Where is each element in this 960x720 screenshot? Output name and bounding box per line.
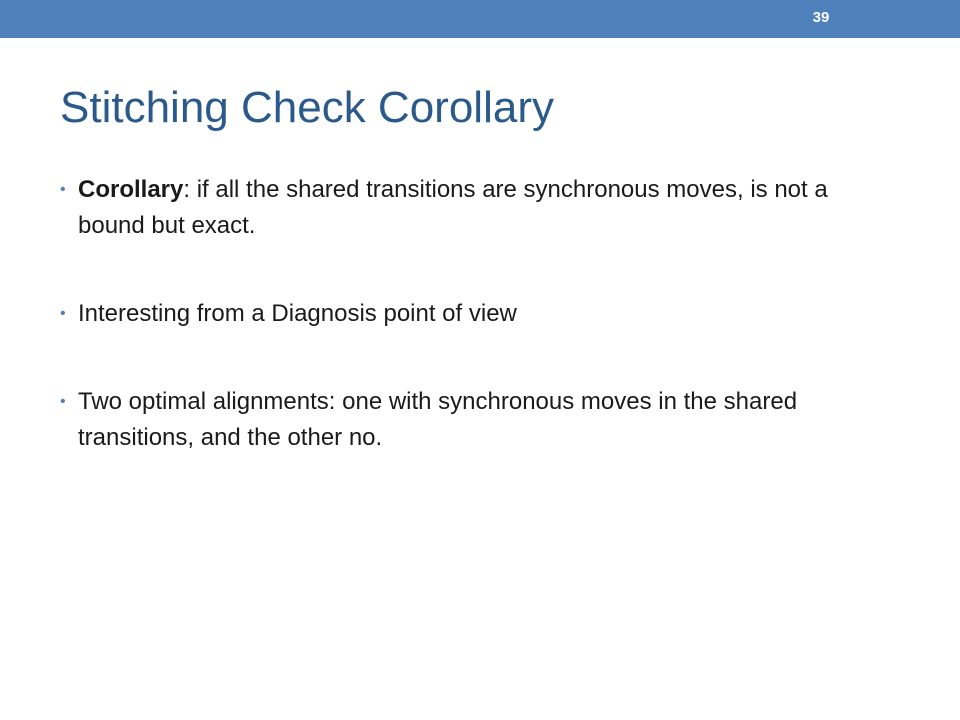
bullet-item-corollary (60, 172, 880, 244)
bullet-text: Two optimal alignments: one with synchronous moves in the shared transitions, and the other no. (78, 388, 798, 451)
bullet-dot-icon: • (60, 393, 66, 410)
slide-title: Stitching Check Corollary (60, 83, 554, 132)
bullet-list (60, 172, 880, 508)
bullet-text: Interesting from a Diagnosis point of view (78, 300, 517, 327)
bullet-item-alignments (60, 384, 880, 456)
bullet-item-diagnosis (60, 296, 880, 332)
bullet-dot-icon: • (60, 305, 66, 322)
top-accent-bar (0, 0, 960, 38)
bullet-dot-icon: • (60, 181, 66, 198)
bullet-text: : if all the shared transitions are synchronous moves, is not a bound but exact. (78, 176, 828, 239)
bullet-bold-lead: Corollary (78, 176, 184, 203)
slide-number: 39 (812, 9, 830, 26)
